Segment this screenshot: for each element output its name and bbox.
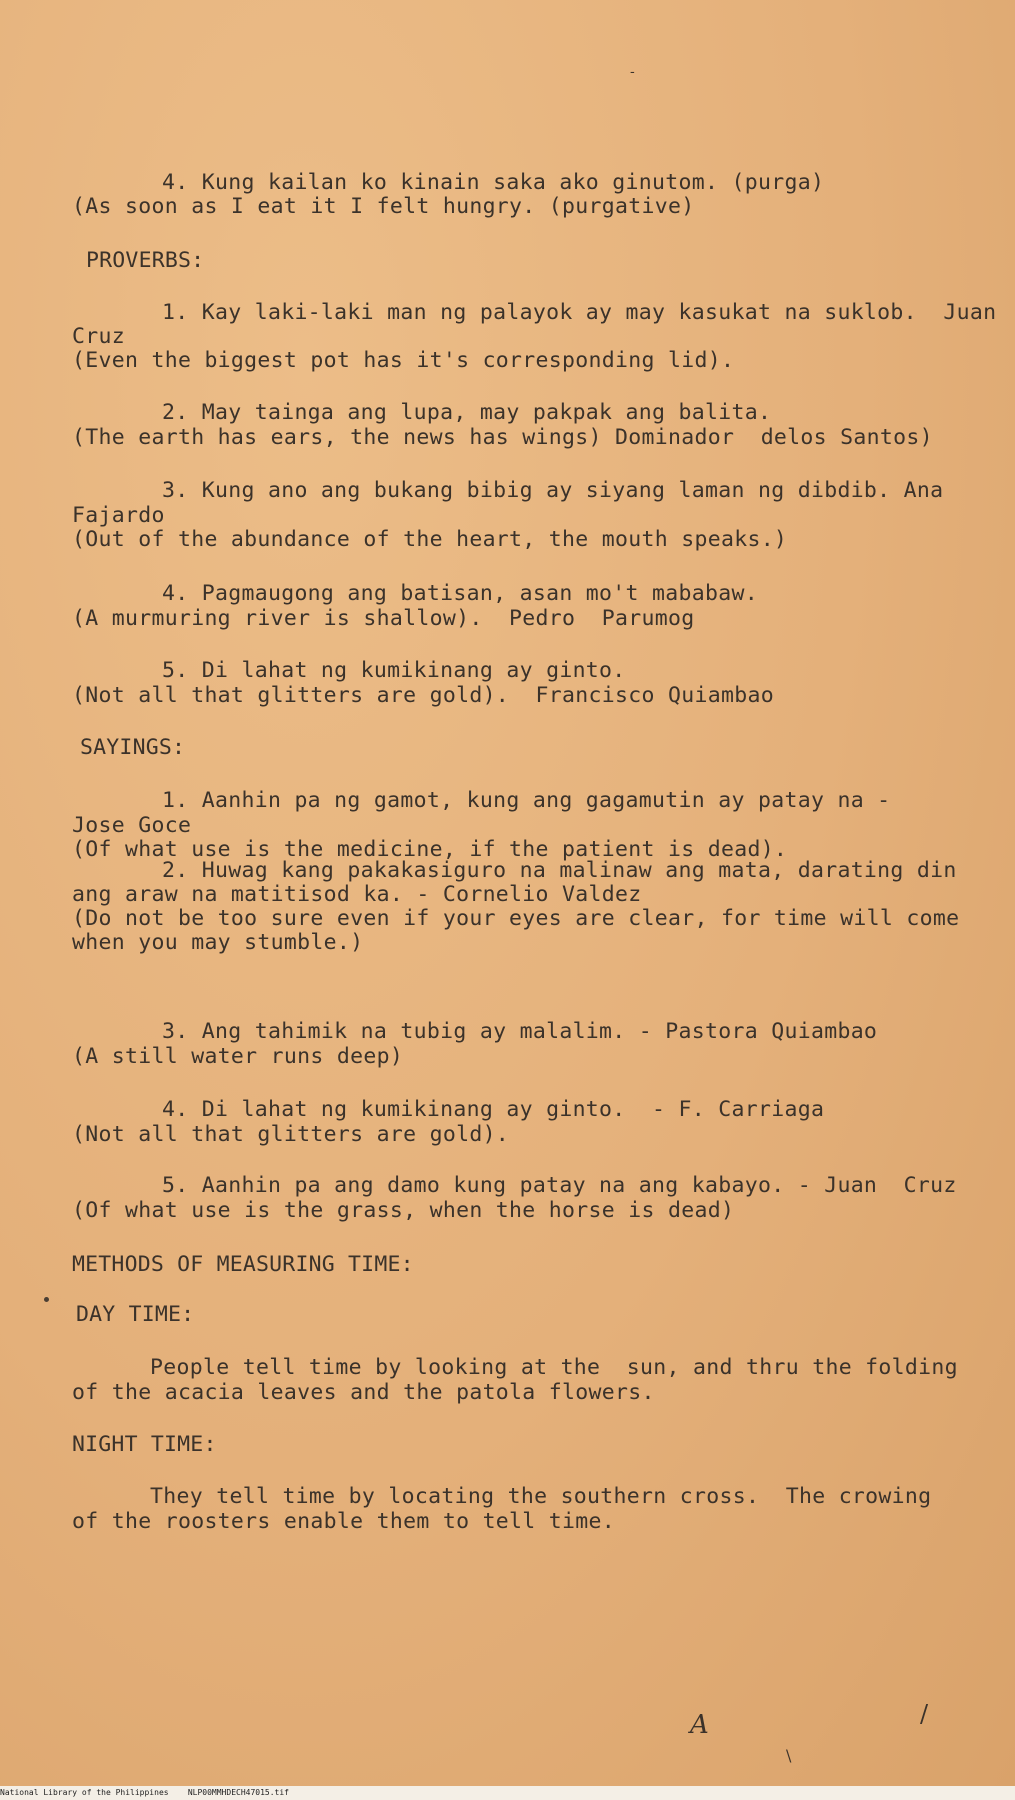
proverb-4-tagalog: 4. Pagmaugong ang batisan, asan mo't mababaw. [162, 581, 758, 606]
sayings-heading: SAYINGS: [80, 735, 186, 760]
proverb-3-tagalog: 3. Kung ano ang bukang bibig ay siyang laman ng dibdib. Ana [162, 478, 944, 503]
footer-library: National Library of the Philippines [0, 1788, 169, 1797]
margin-dot [44, 1297, 49, 1302]
proverb-1-tagalog: 1. Kay laki-laki man ng palayok ay may kasukat na suklob. Juan [162, 300, 997, 325]
saying-2-english-b: when you may stumble.) [72, 930, 364, 955]
proverb-5-tagalog: 5. Di lahat ng kumikinang ay ginto. [162, 658, 626, 683]
handwritten-tick-mark: \ [786, 1746, 792, 1765]
saying-5-tagalog: 5. Aanhin pa ang damo kung patay na ang kabayo. - Juan Cruz [162, 1173, 957, 1198]
footer-filename: NLP00MMHDECH47015.tif [187, 1788, 289, 1797]
saying-5-english: (Of what use is the grass, when the horse is dead) [72, 1198, 735, 1223]
proverb-1-author: Cruz [72, 324, 125, 349]
proverb-3-english: (Out of the abundance of the heart, the mouth speaks.) [72, 527, 788, 552]
riddle-4-tagalog: 4. Kung kailan ko kinain saka ako ginutom. (purga) [162, 170, 825, 195]
archive-footer [0, 1786, 1015, 1800]
day-time-text-1: People tell time by looking at the sun, and thru the folding [150, 1355, 958, 1380]
night-time-heading: NIGHT TIME: [72, 1432, 217, 1457]
saying-4-english: (Not all that glitters are gold). [72, 1122, 510, 1147]
proverb-4-english: (A murmuring river is shallow). Pedro Parumog [72, 606, 695, 631]
night-time-text-2: of the roosters enable them to tell time. [72, 1509, 616, 1534]
saying-1-author: Jose Goce [72, 813, 192, 838]
day-time-text-2: of the acacia leaves and the patola flowers. [72, 1380, 655, 1405]
saying-1-tagalog: 1. Aanhin pa ng gamot, kung ang gagamutin ay patay na - [162, 788, 891, 813]
handwritten-slash-mark: / [920, 1700, 929, 1728]
saying-1-english: (Of what use is the medicine, if the patient is dead). [72, 837, 788, 862]
riddle-4-english: (As soon as I eat it I felt hungry. (purgative) [72, 194, 695, 219]
saying-2-english-a: (Do not be too sure even if your eyes are clear, for time will come [72, 906, 960, 931]
proverb-3-author: Fajardo [72, 503, 165, 528]
day-time-heading: DAY TIME: [76, 1302, 195, 1327]
saying-2-tagalog-a: 2. Huwag kang pakakasiguro na malinaw ang mata, darating din [162, 858, 957, 883]
methods-heading: METHODS OF MEASURING TIME: [72, 1252, 414, 1277]
proverb-2-tagalog: 2. May tainga ang lupa, may pakpak ang balita. [162, 400, 772, 425]
proverb-5-english: (Not all that glitters are gold). Francisco Quiambao [72, 683, 774, 708]
proverb-2-english: (The earth has ears, the news has wings) Dominador delos Santos) [72, 425, 933, 450]
saying-3-english: (A still water runs deep) [72, 1044, 404, 1069]
saying-2-tagalog-b: ang araw na matitisod ka. - Cornelio Valdez [72, 882, 642, 907]
handwritten-a-mark: A [690, 1710, 709, 1740]
night-time-text-1: They tell time by locating the southern cross. The crowing [150, 1484, 932, 1509]
proverb-1-english: (Even the biggest pot has it's corresponding lid). [72, 348, 735, 373]
saying-3-tagalog: 3. Ang tahimik na tubig ay malalim. - Pastora Quiambao [162, 1019, 878, 1044]
proverbs-heading: PROVERBS: [86, 248, 205, 273]
saying-4-tagalog: 4. Di lahat ng kumikinang ay ginto. - F. Carriaga [162, 1097, 825, 1122]
top-speck-mark: - [630, 64, 635, 80]
